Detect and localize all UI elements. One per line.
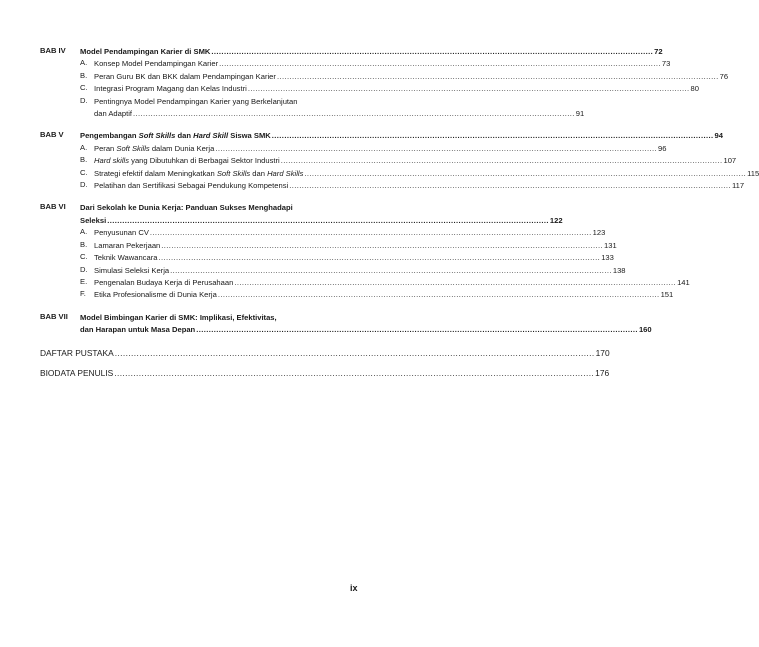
chapter-title-line1: Model Bimbingan Karier di SMK: Implikasi, Efektivitas,	[80, 312, 277, 322]
chapter-number: BAB VII	[40, 311, 68, 321]
toc-subentry[interactable]	[80, 264, 626, 277]
item-title: Integrasi Program Magang dan Kelas Industri	[94, 84, 247, 94]
chapter-title-line2: Seleksi	[80, 215, 107, 225]
dot-leader	[281, 155, 723, 167]
toc-subentry[interactable]	[80, 180, 745, 192]
page-number: 115	[747, 168, 759, 178]
dot-leader	[170, 265, 612, 277]
page-number: 133	[601, 253, 614, 263]
toc-subentry[interactable]	[80, 167, 759, 180]
dot-leader	[272, 130, 714, 142]
toc-entry-bibliography[interactable]	[40, 347, 610, 360]
item-title: Peran Soft Skills dalam Dunia Kerja	[94, 143, 215, 153]
dot-leader	[234, 277, 676, 289]
dot-leader	[196, 324, 638, 336]
page-number: 94	[714, 131, 723, 141]
toc-subentry[interactable]	[80, 58, 671, 70]
toc-entry-author-bio[interactable]	[40, 367, 610, 380]
item-letter: A.	[80, 142, 88, 152]
dot-leader	[277, 71, 719, 83]
dot-leader	[248, 83, 690, 95]
item-title: Konsep Model Pendampingan Karier	[94, 59, 219, 69]
page-number: 96	[658, 143, 667, 153]
item-title: Peran Guru BK dan BKK dalam Pendampingan Karier	[94, 71, 276, 81]
dot-leader	[115, 347, 595, 360]
toc-subentry[interactable]	[80, 227, 606, 239]
chapter-number: BAB V	[40, 130, 64, 140]
toc-subentry[interactable]	[80, 83, 699, 95]
toc-subentry[interactable]	[80, 70, 729, 83]
dot-leader	[289, 180, 731, 192]
dot-leader	[114, 367, 594, 380]
item-letter: B.	[80, 155, 88, 165]
chapter-title-line1: Dari Sekolah ke Dunia Kerja: Panduan Sukses Menghadapi	[80, 203, 293, 213]
toc-entry[interactable]	[80, 324, 652, 336]
page-number: 170	[595, 347, 610, 358]
toc-subentry[interactable]	[80, 239, 617, 252]
item-letter: A.	[80, 227, 88, 237]
toc-subentry[interactable]	[80, 289, 674, 301]
page-number: 138	[612, 265, 626, 275]
item-title-line1: Pentingnya Model Pendampingan Karier yang Berkelanjutan	[94, 96, 298, 106]
item-title: Strategi efektif dalam Meningkatkan Soft Skills dan Hard Skills	[94, 168, 304, 178]
page-number: 160	[638, 325, 652, 335]
item-title: Etika Profesionalisme di Dunia Kerja	[94, 290, 217, 300]
page-folio: ix	[350, 583, 358, 593]
item-letter: E.	[80, 276, 88, 286]
item-letter: B.	[80, 239, 88, 249]
item-letter: D.	[80, 95, 88, 105]
dot-leader	[219, 58, 661, 70]
item-title: Pelatihan dan Sertifikasi Sebagai Pendukung Kompetensi	[94, 181, 289, 191]
page-number: 73	[661, 59, 671, 69]
item-letter: C.	[80, 252, 88, 262]
dot-leader	[133, 108, 575, 120]
page-number: 91	[575, 109, 585, 119]
dot-leader	[304, 168, 746, 180]
dot-leader	[211, 46, 653, 58]
dot-leader	[218, 289, 660, 301]
chapter-title: Pengembangan Soft Skills dan Hard Skill Siswa SMK	[80, 131, 271, 141]
item-title: Teknik Wawancara	[94, 253, 158, 263]
item-title: Lamaran Pekerjaan	[94, 240, 161, 250]
item-letter: D.	[80, 264, 88, 274]
toc-subentry[interactable]	[80, 155, 737, 167]
chapter-bab-iv	[40, 46, 729, 120]
page-number: 141	[677, 277, 690, 287]
dot-leader	[107, 215, 549, 227]
page-number: 123	[592, 228, 606, 238]
page-number: 107	[723, 156, 737, 166]
entry-title: BIODATA PENULIS	[40, 367, 114, 378]
item-title: Simulasi Seleksi Kerja	[94, 265, 170, 275]
chapter-bab-vii	[40, 311, 652, 337]
dot-leader	[158, 252, 600, 264]
page-number: 80	[690, 84, 699, 94]
chapter-bab-v	[40, 130, 759, 192]
toc-subentry[interactable]	[80, 252, 614, 264]
page-number: 117	[731, 181, 745, 191]
page-number: 122	[549, 215, 563, 225]
item-letter: A.	[80, 58, 88, 68]
item-title: Penyusunan CV	[94, 228, 149, 238]
toc-subentry[interactable]	[80, 95, 585, 121]
page-number: 72	[654, 47, 663, 56]
dot-leader	[161, 240, 603, 252]
item-title-line2: dan Adaptif	[94, 109, 133, 119]
item-letter: C.	[80, 83, 88, 93]
page-number: 151	[660, 290, 674, 300]
chapter-bab-vi	[40, 202, 690, 301]
item-title: Hard skills yang Dibutuhkan di Berbagai Sektor Industri	[94, 156, 280, 166]
toc-entry[interactable]	[80, 130, 723, 142]
toc-subentry[interactable]	[80, 142, 667, 155]
page-number: 176	[595, 367, 610, 378]
chapter-number: BAB VI	[40, 202, 66, 212]
item-letter: C.	[80, 167, 88, 177]
dot-leader	[150, 227, 592, 239]
item-letter: F.	[80, 289, 86, 299]
item-title: Pengenalan Budaya Kerja di Perusahaan	[94, 277, 234, 287]
chapter-title: Model Pendampingan Karier di SMK	[80, 47, 211, 56]
toc-entry[interactable]	[80, 46, 663, 58]
item-letter: B.	[80, 70, 88, 80]
table-of-contents	[40, 46, 759, 380]
chapter-number: BAB IV	[40, 46, 66, 55]
page-number: 76	[719, 71, 729, 81]
chapter-title-line2: dan Harapan untuk Masa Depan	[80, 325, 196, 335]
entry-title: DAFTAR PUSTAKA	[40, 347, 114, 358]
item-letter: D.	[80, 180, 88, 190]
toc-subentry[interactable]	[80, 276, 690, 289]
page-number: 131	[604, 240, 617, 250]
toc-entry[interactable]	[80, 215, 563, 227]
dot-leader	[215, 143, 657, 155]
